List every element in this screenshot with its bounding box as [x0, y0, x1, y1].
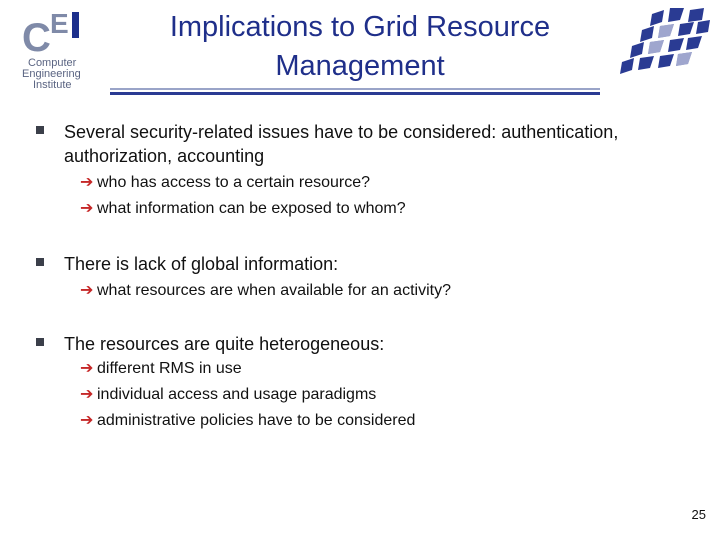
bullet-2-text: There is lack of global information: [64, 254, 339, 274]
flag-grid-icon [612, 8, 712, 88]
bullet-1-line-1: Several security-related issues have to be considered: authentication, [64, 122, 619, 142]
square-bullet-icon [36, 258, 44, 266]
arrow-right-icon: ➔ [80, 412, 94, 429]
title-line-1: Implications to Grid Resource [169, 11, 551, 43]
arrow-right-icon: ➔ [80, 282, 94, 299]
square-bullet-icon [36, 126, 44, 134]
title-divider [110, 92, 600, 95]
bullet-3-text: The resources are quite heterogeneous: [64, 334, 385, 354]
logo-letter-c: C [22, 16, 51, 60]
logo-letter-e: E [50, 8, 69, 39]
logo-bar [72, 12, 79, 38]
arrow-right-icon: ➔ [80, 360, 94, 377]
subbullet-text: administrative policies have to be considered [97, 412, 416, 429]
square-bullet-icon [36, 338, 44, 346]
logo-line-computer: Computer [28, 57, 77, 69]
page-number: 25 [691, 507, 706, 522]
subbullet-text: what information can be exposed to whom? [97, 200, 406, 217]
cei-logo [20, 8, 100, 94]
subbullet-text: different RMS in use [97, 360, 242, 377]
slide-title [110, 8, 610, 86]
subbullet-text: what resources are when available for an activity? [97, 282, 451, 299]
arrow-right-icon: ➔ [80, 174, 94, 191]
arrow-right-icon: ➔ [80, 200, 94, 217]
subbullet-text: individual access and usage paradigms [97, 386, 377, 403]
bullet-1-line-2: authorization, accounting [64, 146, 265, 166]
title-line-2: Management [275, 50, 445, 82]
title-divider-thin [110, 88, 600, 90]
arrow-right-icon: ➔ [80, 386, 94, 403]
logo-line-institute: Institute [33, 79, 72, 91]
logo-line-engineering: Engineering [22, 68, 81, 80]
subbullet-text: who has access to a certain resource? [97, 174, 371, 191]
